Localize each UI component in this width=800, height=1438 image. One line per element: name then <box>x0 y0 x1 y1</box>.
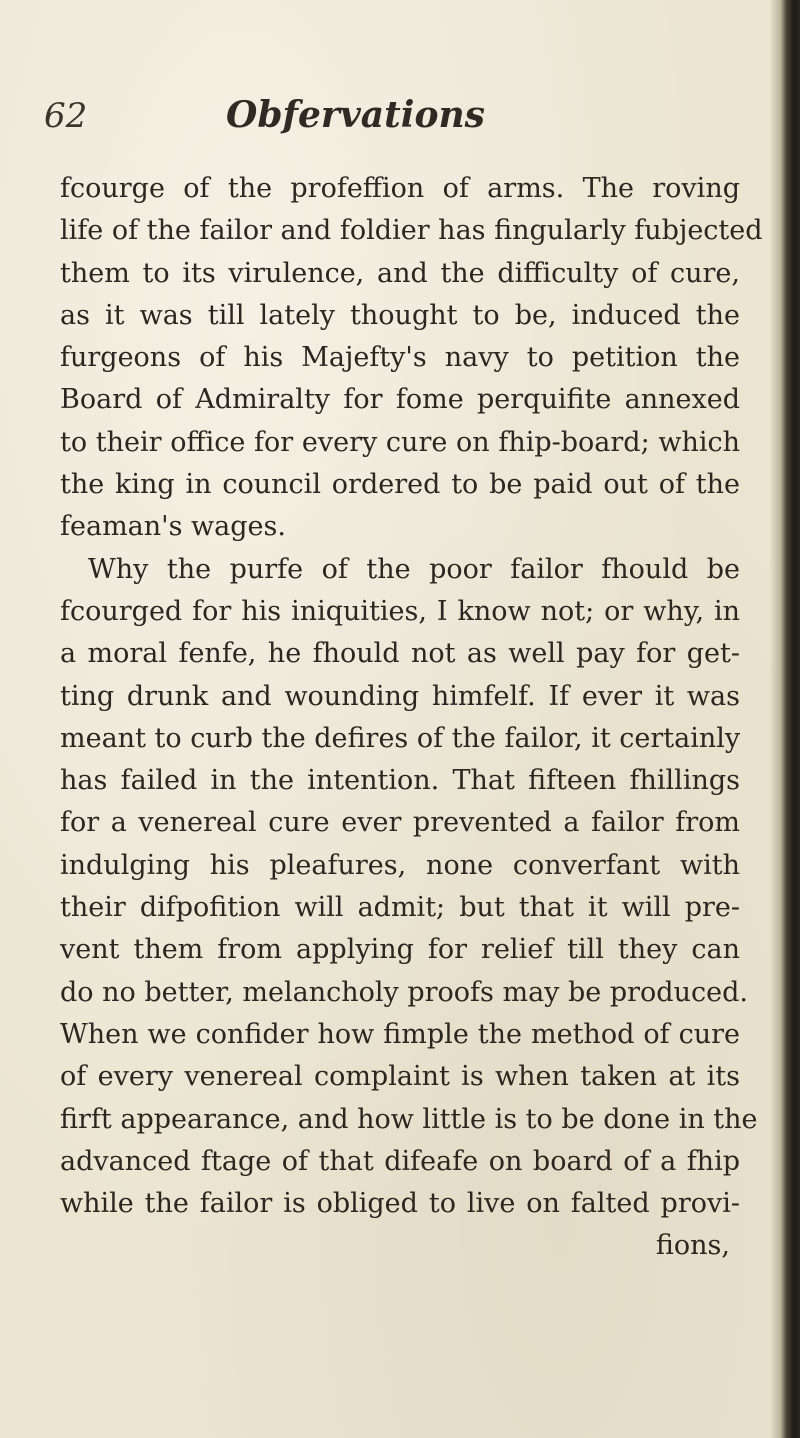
running-head: Obfervations <box>226 94 485 136</box>
text-line: meant to curb the defires of the failor, it certainly <box>60 722 741 754</box>
text-line: When we confider how fimple the method of cure <box>60 1018 740 1050</box>
text-line: advanced ftage of that difeafe on board of a fhip <box>60 1145 740 1177</box>
text-line: firft appearance, and how little is to be done in the <box>60 1103 758 1135</box>
catchword: fions, <box>655 1230 730 1262</box>
page-header <box>44 90 744 150</box>
text-line: Board of Admiralty for fome perquifite annexed <box>60 384 740 416</box>
text-line: to their office for every cure on fhip-board; which <box>60 426 740 458</box>
text-line: their difpofition will admit; but that it will pre- <box>60 892 740 924</box>
text-line: while the failor is obliged to live on falted provi- <box>60 1188 740 1220</box>
page-number: 62 <box>44 96 88 136</box>
text-line: indulging his pleafures, none converfant with <box>60 849 740 881</box>
text-line: furgeons of his Majefty's navy to petition the <box>60 342 740 374</box>
text-line-paragraph-end: feaman's wages. <box>60 511 286 543</box>
body-text <box>60 168 763 1267</box>
text-line: fcourged for his iniquities, I know not; or why, in <box>60 595 740 627</box>
text-line: fcourge of the profeffion of arms. The roving <box>60 173 740 204</box>
text-line: the king in council ordered to be paid out of the <box>60 469 740 501</box>
text-line: life of the failor and foldier has fingularly fubjected <box>60 215 763 247</box>
text-line: of every venereal complaint is when taken at its <box>60 1061 740 1093</box>
text-line: vent them from applying for relief till they can <box>60 934 740 966</box>
text-line: ting drunk and wounding himfelf. If ever it was <box>60 680 740 712</box>
text-line-paragraph-start: Why the purfe of the poor failor fhould be <box>88 553 740 585</box>
text-line: as it was till lately thought to be, induced the <box>60 299 740 331</box>
page-edge-binding <box>770 0 800 1438</box>
text-line: has failed in the intention. That fifteen fhillings <box>60 765 740 797</box>
text-line: for a venereal cure ever prevented a failor from <box>60 807 740 839</box>
text-line: them to its virulence, and the difficulty of cure, <box>60 257 740 289</box>
text-line: a moral fenfe, he fhould not as well pay for get- <box>60 638 740 670</box>
text-line: do no better, melancholy proofs may be produced. <box>60 976 748 1008</box>
